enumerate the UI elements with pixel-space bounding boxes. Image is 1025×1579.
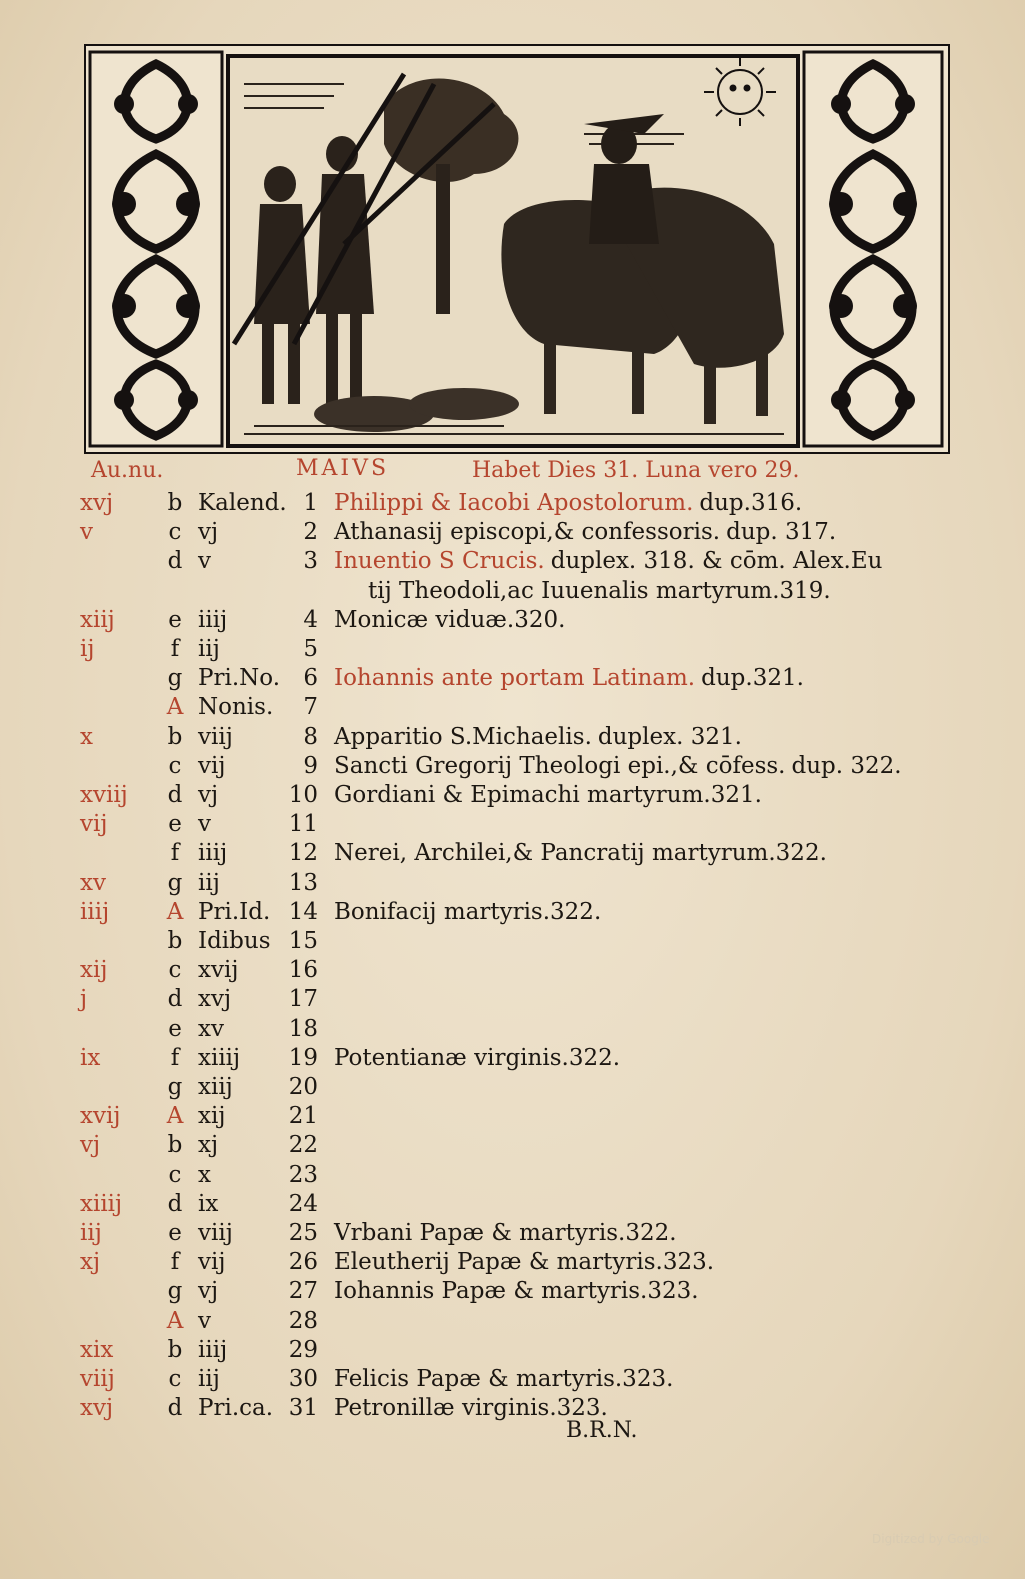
roman-count: xv — [198, 1015, 224, 1042]
golden-number: xviij — [80, 782, 128, 808]
day-number: 11 — [288, 811, 318, 838]
dominical-letter: d — [167, 986, 183, 1013]
feast-name: Iohannis ante portam Latinam. — [334, 665, 696, 692]
feast-entry — [334, 490, 954, 516]
calendar-row — [0, 1103, 1025, 1132]
roman-count: iij — [198, 1366, 220, 1392]
feast-entry — [334, 1220, 954, 1246]
signature-mark: B.R.N. — [566, 1418, 638, 1443]
roman-count: Pri.Id. — [198, 898, 271, 925]
dominical-letter: e — [168, 1015, 182, 1042]
day-number: 12 — [288, 840, 318, 867]
dominical-letter: c — [168, 1366, 182, 1392]
dominical-letter: A — [166, 694, 184, 721]
feast-entry — [334, 607, 954, 633]
day-number: 5 — [303, 636, 318, 662]
day-number: 8 — [303, 723, 318, 750]
day-number: 17 — [288, 986, 318, 1013]
calendar-row — [0, 1308, 1025, 1337]
golden-number: iij — [80, 1220, 102, 1246]
calendar-row — [0, 1337, 1025, 1366]
golden-number: xj — [80, 1249, 101, 1276]
day-number: 16 — [288, 957, 318, 984]
calendar-row — [0, 548, 1025, 577]
golden-number: xix — [80, 1336, 114, 1363]
day-number: 25 — [288, 1220, 318, 1246]
day-number: 22 — [288, 1132, 318, 1159]
calendar-row — [0, 665, 1025, 694]
roman-count: vj — [198, 1278, 219, 1305]
roman-count: Pri.ca. — [198, 1395, 274, 1422]
calendar-row — [0, 1249, 1025, 1278]
dominical-letter: e — [168, 811, 182, 838]
dominical-letter: d — [167, 548, 183, 575]
calendar-row — [0, 1278, 1025, 1307]
feast-name: Sancti Gregorij Theologi epi.,& cōfess. — [334, 752, 786, 779]
roman-count: Nonis. — [198, 694, 274, 721]
day-number: 20 — [288, 1074, 318, 1100]
roman-count: xij — [198, 1103, 226, 1130]
feast-entry — [334, 782, 954, 808]
day-number: 24 — [288, 1190, 318, 1217]
feast-name: Inuentio S Crucis. — [334, 548, 545, 575]
golden-number: xvj — [80, 490, 114, 516]
dominical-letter: A — [166, 1307, 184, 1334]
golden-number: j — [80, 986, 88, 1013]
calendar-row — [0, 1074, 1025, 1103]
golden-number: ix — [80, 1044, 101, 1071]
dominical-letter: d — [167, 1395, 183, 1422]
golden-number: vij — [80, 811, 108, 838]
day-number: 3 — [303, 548, 318, 575]
dominical-letter: b — [167, 928, 183, 954]
feast-entry — [334, 753, 954, 779]
dominical-letter: c — [168, 752, 182, 779]
feast-rank: duplex. 321. — [597, 723, 742, 750]
feast-entry — [334, 548, 954, 574]
calendar-row — [0, 724, 1025, 753]
day-number: 23 — [288, 1161, 318, 1188]
feast-name: Petronillæ virginis.323. — [334, 1395, 608, 1422]
roman-count: Pri.No. — [198, 665, 281, 692]
dominical-letter: g — [167, 665, 183, 692]
feast-rank: dup. 322. — [791, 752, 902, 779]
feast-entry — [334, 724, 954, 750]
feast-name: Eleutherij Papæ & martyris.323. — [334, 1249, 715, 1276]
calendar-row — [0, 490, 1025, 519]
feast-entry — [334, 1045, 954, 1071]
roman-count: xj — [198, 1132, 219, 1159]
calendar-row — [0, 1132, 1025, 1161]
golden-number: xv — [80, 869, 106, 896]
day-number: 27 — [288, 1278, 318, 1305]
dominical-letter: c — [168, 957, 182, 984]
feast-entry — [334, 519, 954, 545]
feast-name: Monicæ viduæ.320. — [334, 606, 566, 633]
calendar-row — [0, 636, 1025, 665]
calendar-row — [0, 753, 1025, 782]
roman-count: v — [198, 811, 211, 838]
day-number: 18 — [288, 1015, 318, 1042]
dominical-letter: f — [170, 1249, 180, 1276]
day-number: 7 — [303, 694, 318, 721]
feast-rank: dup.316. — [699, 490, 803, 516]
feast-rank: duplex. 318. & cōm. Alex.Eu — [550, 548, 883, 575]
calendar-row — [0, 811, 1025, 840]
golden-number: iiij — [80, 898, 110, 925]
feast-name: Vrbani Papæ & martyris.322. — [334, 1220, 677, 1246]
roman-count: iij — [198, 636, 220, 662]
golden-number: viij — [80, 1366, 115, 1392]
dominical-letter: e — [168, 1220, 182, 1246]
digitization-watermark: Digitized by Google — [872, 1532, 990, 1546]
dominical-letter: f — [170, 636, 180, 662]
feast-name: Nerei, Archilei,& Pancratij martyrum.322. — [334, 840, 827, 867]
feast-name: Felicis Papæ & martyris.323. — [334, 1366, 674, 1392]
feast-entry — [334, 1249, 954, 1275]
dominical-letter: c — [168, 519, 182, 546]
roman-count: iiij — [198, 606, 228, 633]
header-month: MAIVS — [296, 456, 390, 481]
day-number: 29 — [288, 1336, 318, 1363]
feast-entry — [334, 1278, 954, 1304]
calendar-row — [0, 1395, 1025, 1424]
header-aureus-numerus: Au.nu. — [91, 458, 164, 483]
feast-name: Athanasij episcopi,& confessoris. — [334, 519, 721, 546]
dominical-letter: A — [166, 1103, 184, 1130]
calendar-row — [0, 1162, 1025, 1191]
right-ornament-panel — [804, 52, 942, 446]
day-number: 9 — [303, 752, 318, 779]
roman-count: viij — [198, 1220, 233, 1246]
roman-count: v — [198, 1307, 211, 1334]
hunting-scene — [228, 56, 798, 446]
calendar-row — [0, 782, 1025, 811]
dominical-letter: b — [167, 490, 183, 516]
roman-count: vij — [198, 752, 226, 779]
roman-count: Idibus — [198, 928, 271, 954]
calendar-header — [0, 456, 1025, 488]
golden-number: v — [80, 519, 93, 546]
feast-name: Gordiani & Epimachi martyrum.321. — [334, 782, 762, 808]
golden-number: x — [80, 723, 93, 750]
feast-name: Apparitio S.Michaelis. — [334, 723, 592, 750]
dominical-letter: f — [170, 1044, 180, 1071]
roman-count: x — [198, 1161, 211, 1188]
day-number: 13 — [288, 869, 318, 896]
day-number: 21 — [288, 1103, 318, 1130]
calendar-row — [0, 1191, 1025, 1220]
woodcut-illustration — [84, 44, 950, 454]
calendar-row — [0, 1045, 1025, 1074]
dominical-letter: f — [170, 840, 180, 867]
day-number: 10 — [288, 782, 318, 808]
dominical-letter: A — [166, 898, 184, 925]
golden-number: vj — [80, 1132, 101, 1159]
roman-count: Kalend. — [198, 490, 287, 516]
header-note: Habet Dies 31. Luna vero 29. — [472, 458, 800, 483]
feast-rank: dup.321. — [701, 665, 804, 692]
calendar-row — [0, 519, 1025, 548]
roman-count: iiij — [198, 840, 228, 867]
day-number: 14 — [288, 898, 318, 925]
feast-name: Bonifacij martyris.322. — [334, 898, 602, 925]
feast-name: Iohannis Papæ & martyris.323. — [334, 1278, 699, 1305]
roman-count: vij — [198, 1249, 226, 1276]
roman-count: iij — [198, 869, 220, 896]
feast-name: Potentianæ virginis.322. — [334, 1044, 621, 1071]
dominical-letter: b — [167, 723, 183, 750]
feast-rank: dup. 317. — [726, 519, 837, 546]
dominical-letter: g — [167, 869, 183, 896]
dominical-letter: g — [167, 1074, 183, 1100]
calendar-row — [0, 1016, 1025, 1045]
roman-count: iiij — [198, 1336, 228, 1363]
feast-entry — [334, 899, 954, 925]
calendar-row — [0, 1366, 1025, 1395]
golden-number: ij — [80, 636, 95, 662]
day-number: 1 — [303, 490, 318, 516]
calendar-row — [0, 957, 1025, 986]
golden-number: xiiij — [80, 1190, 123, 1217]
calendar-row — [0, 607, 1025, 636]
feast-entry — [334, 840, 954, 866]
calendar-row — [0, 840, 1025, 869]
day-number: 6 — [303, 665, 318, 692]
roman-count: viij — [198, 723, 233, 750]
dominical-letter: d — [167, 1190, 183, 1217]
roman-count: ix — [198, 1190, 219, 1217]
calendar-row — [0, 928, 1025, 957]
day-number: 19 — [288, 1044, 318, 1071]
golden-number: xiij — [80, 606, 115, 633]
feast-entry — [334, 665, 954, 691]
roman-count: vj — [198, 782, 219, 808]
roman-count: xiiij — [198, 1044, 241, 1071]
roman-count: vj — [198, 519, 219, 546]
feast-continuation: tij Theodoli,ac Iuuenalis martyrum.319. — [368, 577, 831, 604]
calendar-row-continuation — [0, 578, 1025, 607]
golden-number: xij — [80, 957, 108, 984]
calendar-row — [0, 694, 1025, 723]
golden-number: xvij — [80, 1103, 121, 1130]
day-number: 4 — [303, 606, 318, 633]
dominical-letter: b — [167, 1336, 183, 1363]
day-number: 15 — [288, 928, 318, 954]
roman-count: xiij — [198, 1074, 233, 1100]
day-number: 26 — [288, 1249, 318, 1276]
feast-entry — [334, 1366, 954, 1392]
day-number: 31 — [288, 1395, 318, 1422]
calendar-row — [0, 870, 1025, 899]
roman-count: xvij — [198, 957, 239, 984]
roman-count: xvj — [198, 986, 232, 1013]
roman-count: v — [198, 548, 211, 575]
dominical-letter: d — [167, 782, 183, 808]
dominical-letter: c — [168, 1161, 182, 1188]
dominical-letter: e — [168, 606, 182, 633]
day-number: 28 — [288, 1307, 318, 1334]
day-number: 30 — [288, 1366, 318, 1392]
calendar-row — [0, 986, 1025, 1015]
feast-entry — [334, 1395, 954, 1421]
calendar-row — [0, 1220, 1025, 1249]
left-ornament-panel — [90, 52, 222, 446]
dominical-letter: g — [167, 1278, 183, 1305]
dominical-letter: b — [167, 1132, 183, 1159]
golden-number: xvj — [80, 1395, 114, 1422]
day-number: 2 — [303, 519, 318, 546]
feast-name: Philippi & Iacobi Apostolorum. — [334, 490, 694, 516]
calendar-row — [0, 899, 1025, 928]
